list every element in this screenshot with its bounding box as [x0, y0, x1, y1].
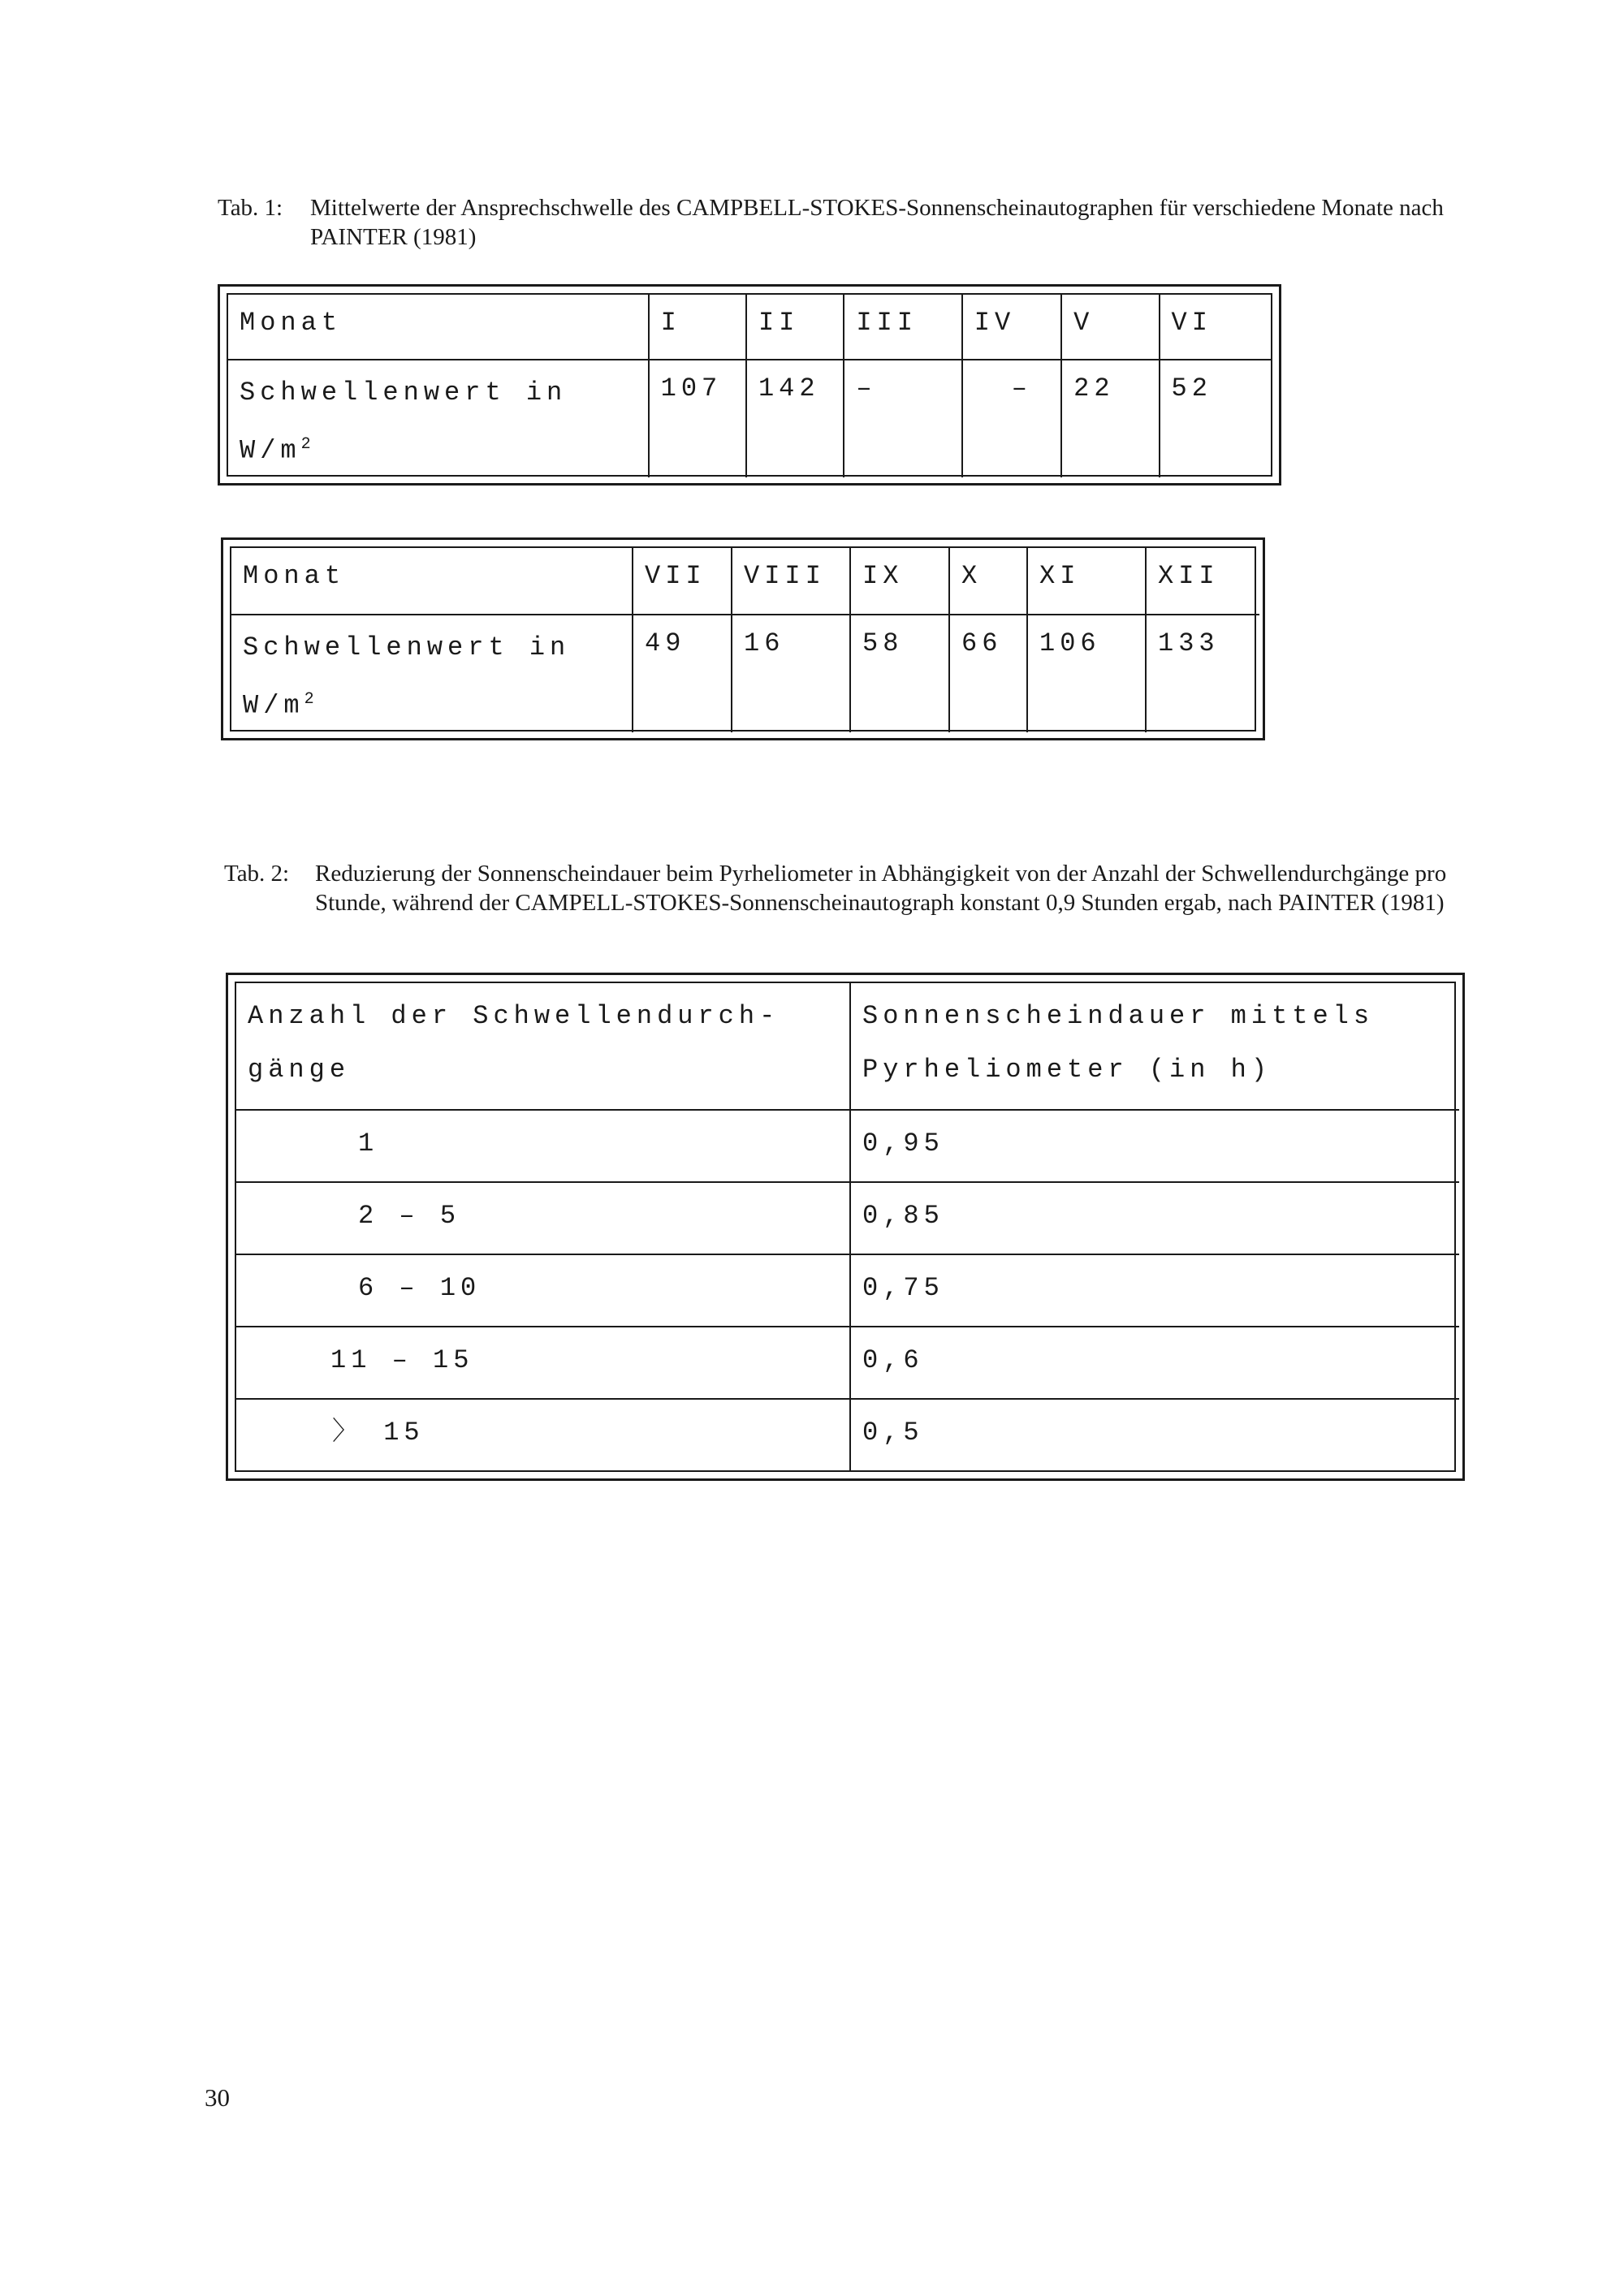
value-cell: 66 — [949, 615, 1027, 732]
tab2-table — [226, 973, 1465, 1481]
tab1-part2-month-row — [231, 548, 1259, 615]
month-cell: I — [649, 295, 746, 360]
value-cell: 52 — [1160, 360, 1271, 477]
month-cell: IV — [962, 295, 1061, 360]
month-cell: XI — [1027, 548, 1146, 615]
count-cell: 1 — [236, 1110, 850, 1182]
tab2-label: Tab. 2: — [224, 861, 290, 887]
duration-cell: 0,5 — [850, 1399, 1459, 1470]
duration-cell: 0,85 — [850, 1182, 1459, 1254]
page-number: 30 — [205, 2083, 230, 2112]
tab1-part1-month-row — [228, 295, 1271, 360]
month-cell: X — [949, 548, 1027, 615]
table-row — [236, 1254, 1459, 1327]
count-cell: 6 – 10 — [236, 1254, 850, 1327]
count-cell: 11 – 15 — [236, 1327, 850, 1399]
table-row — [236, 1399, 1459, 1470]
value-cell: 16 — [732, 615, 850, 732]
month-row-label: Monat — [231, 548, 633, 615]
tab2-header-duration: Sonnenscheindauer mittels Pyrheliometer (in h) — [850, 983, 1459, 1110]
tab1-part2-table — [221, 537, 1265, 740]
count-cell: 〉 15 — [236, 1399, 850, 1470]
value-cell: – — [844, 360, 961, 477]
value-cell: 142 — [746, 360, 844, 477]
duration-cell: 0,75 — [850, 1254, 1459, 1327]
tab2-header-count: Anzahl der Schwellendurch- gänge — [236, 983, 850, 1110]
month-cell: V — [1061, 295, 1159, 360]
tab1-caption-text: Mittelwerte der Ansprechschwelle des CAMPBELL-STOKES-Sonnenscheinautographen für verschiedene Monate nach PAINTER (1981) — [310, 195, 1444, 250]
month-cell: III — [844, 295, 961, 360]
table-row — [236, 1327, 1459, 1399]
month-cell: VIII — [732, 548, 850, 615]
month-cell: IX — [850, 548, 949, 615]
value-cell: 22 — [1061, 360, 1159, 477]
value-cell: – — [962, 360, 1061, 477]
tab1-caption — [218, 193, 1460, 258]
table-row — [236, 1110, 1459, 1182]
tab1-part1-table — [218, 284, 1281, 486]
value-cell: 58 — [850, 615, 949, 732]
value-cell: 106 — [1027, 615, 1146, 732]
tab2-header-row — [236, 983, 1459, 1110]
month-cell: XII — [1146, 548, 1259, 615]
value-cell: 133 — [1146, 615, 1259, 732]
duration-cell: 0,95 — [850, 1110, 1459, 1182]
tab1-part2-value-row — [231, 615, 1259, 732]
month-cell: VII — [633, 548, 732, 615]
tab2-caption-text: Reduzierung der Sonnenscheindauer beim Pyrheliometer in Abhängigkeit von der Anzahl der Schwellendurchgänge pro Stunde, während der CAMPELL-STOKES-Sonnenscheinautograph konstant 0,9 Stunden ergab, nach PAINTER (1981) — [315, 861, 1447, 916]
value-cell: 107 — [649, 360, 746, 477]
tab1-label: Tab. 1: — [218, 195, 283, 221]
table-row — [236, 1182, 1459, 1254]
value-cell: 49 — [633, 615, 732, 732]
tab2-caption — [224, 859, 1458, 953]
value-row-label: Schwellenwert in $W/m^2$ — [231, 615, 633, 732]
value-row-label: Schwellenwert in $W/m^2$ — [228, 360, 649, 477]
count-cell: 2 – 5 — [236, 1182, 850, 1254]
month-cell: VI — [1160, 295, 1271, 360]
month-row-label: Monat — [228, 295, 649, 360]
month-cell: II — [746, 295, 844, 360]
duration-cell: 0,6 — [850, 1327, 1459, 1399]
tab1-part1-value-row — [228, 360, 1271, 477]
